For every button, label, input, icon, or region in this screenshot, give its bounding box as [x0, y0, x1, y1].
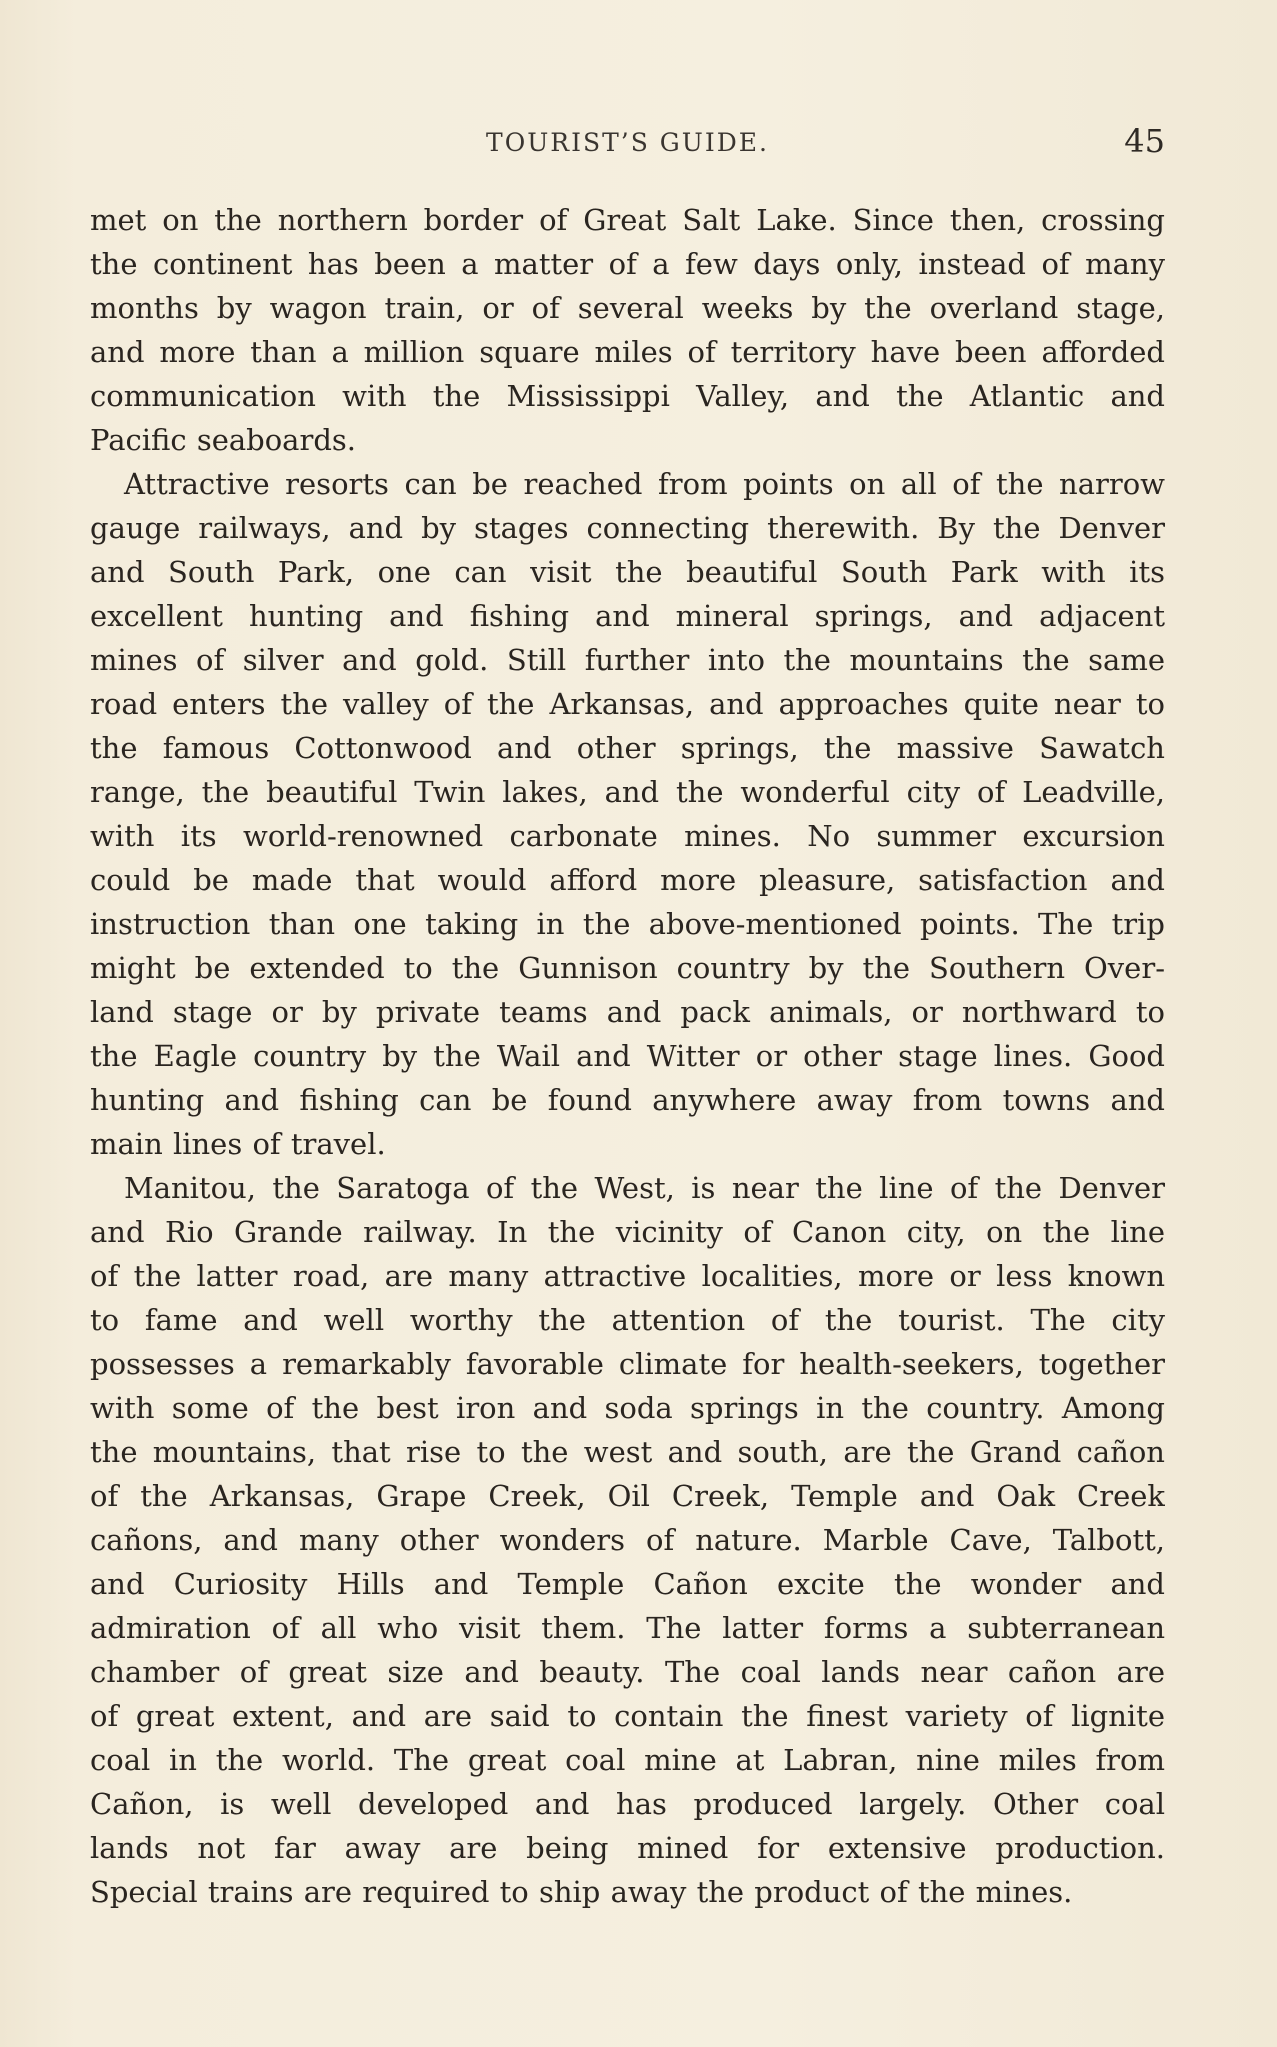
- text-line: met on the northern border of Great Salt Lake. Since then, crossing: [90, 203, 1165, 237]
- paragraph: [90, 1166, 1165, 1914]
- text-line: might be extended to the Gunnison country by the Southern Over-: [90, 951, 1165, 985]
- text-line: Manitou, the Saratoga of the West, is near the line of the Denver: [124, 1171, 1165, 1205]
- paragraph: [90, 462, 1165, 1166]
- body-text: [90, 198, 1165, 1914]
- text-line: gauge railways, and by stages connecting therewith. By the Denver: [90, 511, 1165, 545]
- text-line: the continent has been a matter of a few days only, instead of many: [90, 247, 1165, 281]
- text-line: admiration of all who visit them. The latter forms a subterranean: [90, 1611, 1165, 1645]
- text-line: possesses a remarkably favorable climate for health-seekers, together: [90, 1347, 1165, 1381]
- text-line: and Curiosity Hills and Temple Cañon excite the wonder and: [90, 1567, 1165, 1601]
- text-line: months by wagon train, or of several weeks by the overland stage,: [90, 291, 1165, 325]
- text-line: the Eagle country by the Wail and Witter or other stage lines. Good: [90, 1039, 1165, 1073]
- text-line: communication with the Mississippi Valley, and the Atlantic and: [90, 379, 1165, 413]
- text-line: Special trains are required to ship away the product of the mines.: [90, 1875, 1073, 1909]
- text-line: Pacific seaboards.: [90, 423, 356, 457]
- text-line: cañons, and many other wonders of nature. Marble Cave, Talbott,: [90, 1523, 1165, 1557]
- text-line: Cañon, is well developed and has produced largely. Other coal: [90, 1787, 1165, 1821]
- text-line: hunting and fishing can be found anywhere away from towns and: [90, 1083, 1165, 1117]
- text-line: coal in the world. The great coal mine at Labran, nine miles from: [90, 1743, 1165, 1777]
- text-line: could be made that would afford more pleasure, satisfaction and: [90, 863, 1165, 897]
- text-line: the mountains, that rise to the west and south, are the Grand cañon: [90, 1435, 1165, 1469]
- text-line: range, the beautiful Twin lakes, and the wonderful city of Leadville,: [90, 775, 1165, 809]
- text-line: excellent hunting and fishing and mineral springs, and adjacent: [90, 599, 1165, 633]
- text-line: Attractive resorts can be reached from points on all of the narrow: [124, 467, 1165, 501]
- text-line: road enters the valley of the Arkansas, and approaches quite near to: [90, 687, 1165, 721]
- text-line: lands not far away are being mined for extensive production.: [90, 1831, 1165, 1865]
- text-line: main lines of travel.: [90, 1127, 386, 1161]
- text-line: the famous Cottonwood and other springs, the massive Sawatch: [90, 731, 1165, 765]
- text-line: and South Park, one can visit the beautiful South Park with its: [90, 555, 1165, 589]
- page-number: 45: [1124, 122, 1165, 160]
- text-line: of great extent, and are said to contain the finest variety of lignite: [90, 1699, 1165, 1733]
- text-line: with its world-renowned carbonate mines. No summer excursion: [90, 819, 1165, 853]
- text-line: instruction than one taking in the above-mentioned points. The trip: [90, 907, 1165, 941]
- text-line: and Rio Grande railway. In the vicinity of Canon city, on the line: [90, 1215, 1165, 1249]
- text-line: to fame and well worthy the attention of the tourist. The city: [90, 1303, 1165, 1337]
- text-line: of the Arkansas, Grape Creek, Oil Creek, Temple and Oak Creek: [90, 1479, 1165, 1513]
- text-line: of the latter road, are many attractive localities, more or less known: [90, 1259, 1165, 1293]
- text-line: chamber of great size and beauty. The coal lands near cañon are: [90, 1655, 1165, 1689]
- page-header: [90, 122, 1165, 170]
- running-head: TOURIST’S GUIDE.: [486, 128, 769, 157]
- text-line: with some of the best iron and soda springs in the country. Among: [90, 1391, 1165, 1425]
- text-line: and more than a million square miles of territory have been afforded: [90, 335, 1165, 369]
- text-line: land stage or by private teams and pack animals, or northward to: [90, 995, 1165, 1029]
- text-line: mines of silver and gold. Still further into the mountains the same: [90, 643, 1165, 677]
- paragraph: [90, 198, 1165, 462]
